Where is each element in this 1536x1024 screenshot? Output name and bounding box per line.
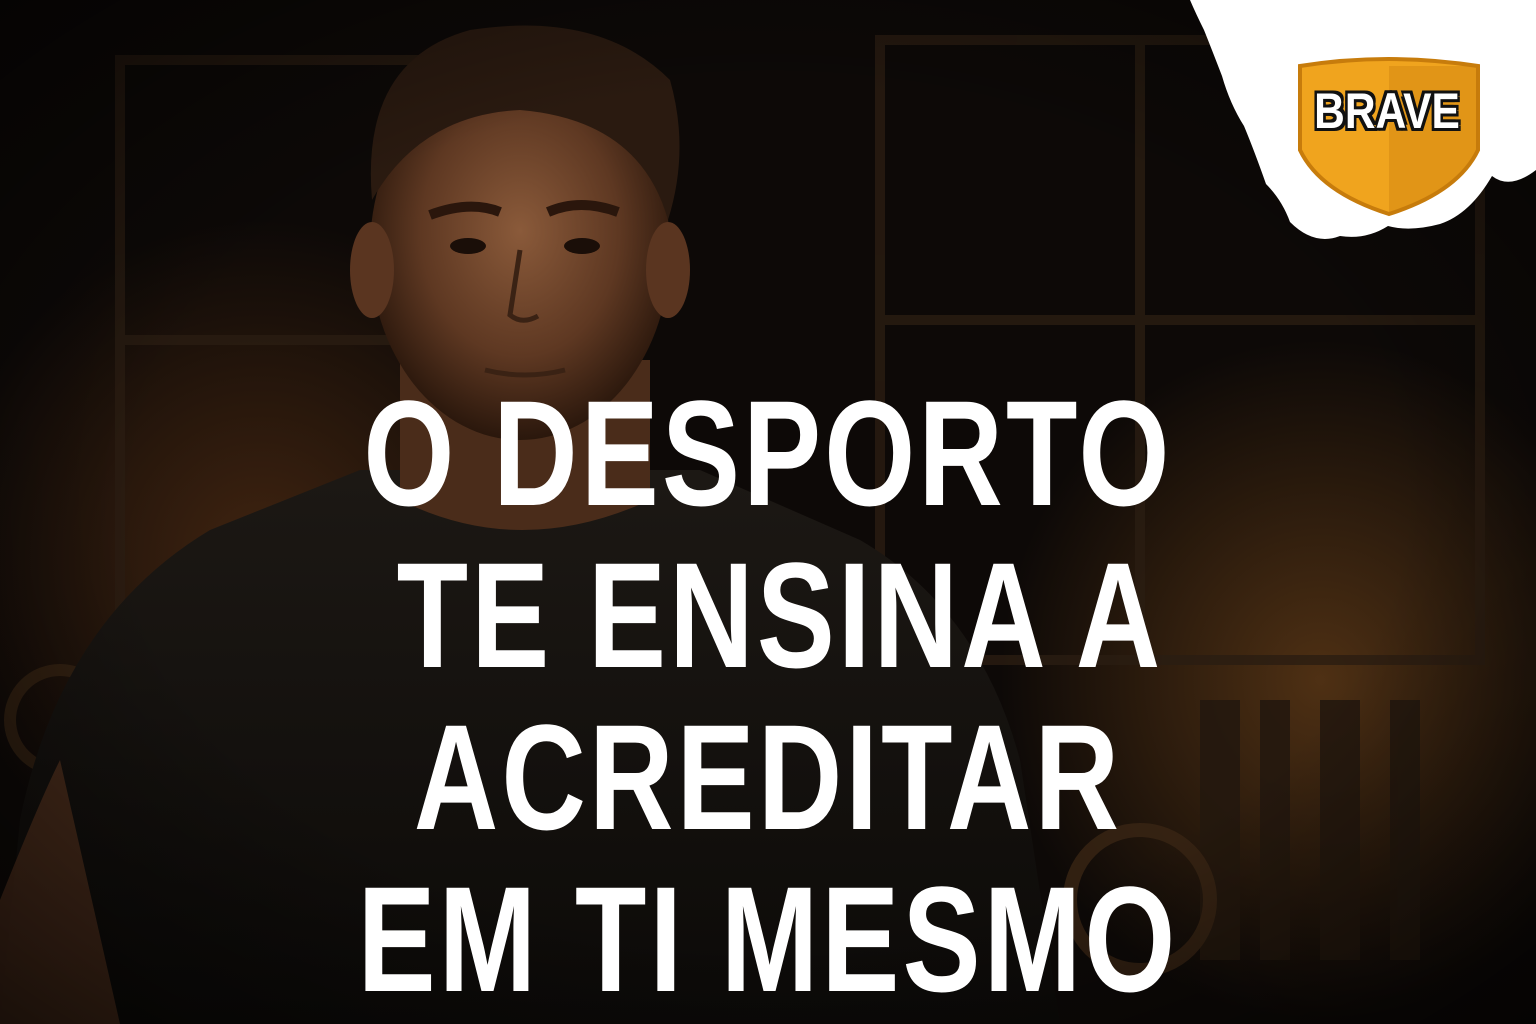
headline-line-2: TE ENSINA A — [396, 531, 1164, 699]
brave-logo — [1282, 60, 1492, 216]
headline — [0, 369, 1536, 1023]
headline-line-1: O DESPORTO — [363, 369, 1173, 537]
logo-text: BRAVE — [1314, 83, 1460, 139]
headline-line-4: EM TI MESMO — [357, 855, 1179, 1023]
headline-line-3: ACREDITAR — [413, 693, 1123, 861]
